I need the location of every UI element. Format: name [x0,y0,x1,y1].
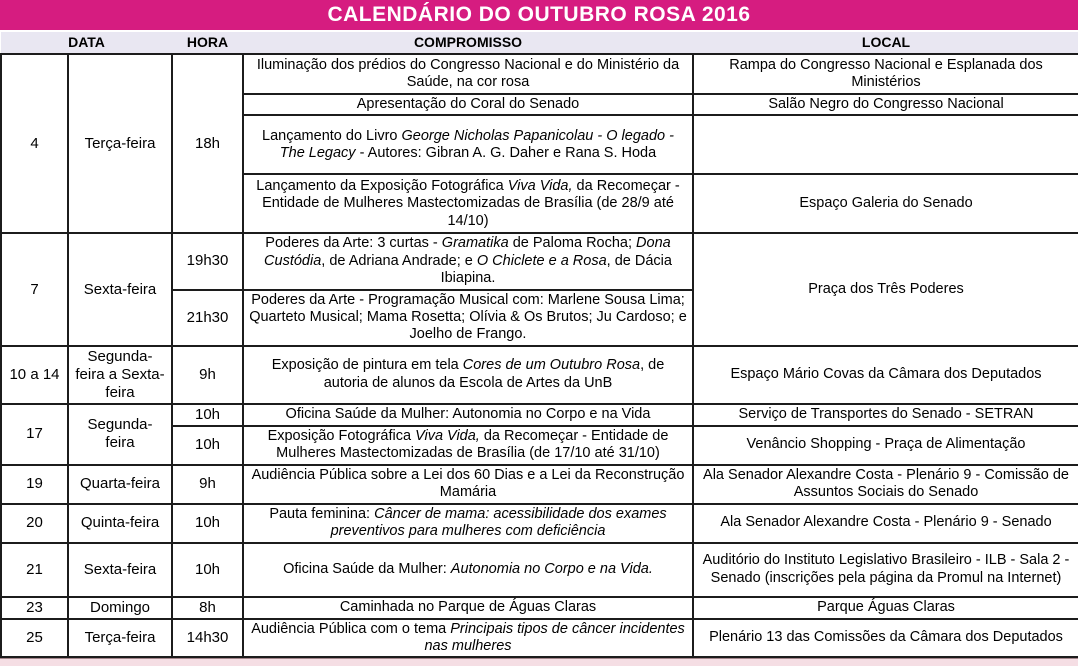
table-row [1,543,1078,597]
event-cell: Exposição de pintura em tela Cores de um Outubro Rosa, de autoria de alunos da Escola de Artes da UnB [243,346,693,404]
location-cell: Praça dos Três Poderes [693,233,1078,345]
event-cell: Pauta feminina: Câncer de mama: acessibilidade dos exames preventivos para mulheres com deficiência [243,504,693,543]
event-cell: Oficina Saúde da Mulher: Autonomia no Corpo e na Vida [243,404,693,426]
header-row [1,32,1078,54]
date-cell: 17 [1,404,68,465]
location-cell: Salão Negro do Congresso Nacional [693,94,1078,115]
date-cell: 7 [1,233,68,345]
location-cell: Rampa do Congresso Nacional e Esplanada dos Ministérios [693,54,1078,94]
time-cell: 10h [172,404,243,426]
time-cell: 8h [172,597,243,619]
event-cell: Apresentação do Coral do Senado [243,94,693,115]
date-cell: 4 [1,54,68,233]
table-row [1,619,1078,658]
location-cell: Serviço de Transportes do Senado - SETRAN [693,404,1078,426]
weekday-cell: Quinta-feira [68,504,172,543]
time-cell: 10h [172,543,243,597]
date-cell: 23 [1,597,68,619]
time-cell: 18h [172,54,243,233]
table-header [1,32,1078,54]
weekday-cell: Domingo [68,597,172,619]
column-header-local: LOCAL [693,32,1078,54]
event-cell: Lançamento do Livro George Nicholas Papanicolau - O legado - The Legacy - Autores: Gibran A. G. Daher e Rana S. Hoda [243,115,693,174]
date-cell: 25 [1,619,68,658]
event-cell: Iluminação dos prédios do Congresso Nacional e do Ministério da Saúde, na cor rosa [243,54,693,94]
title-bar [0,0,1078,30]
location-cell [693,115,1078,174]
table-row [1,346,1078,404]
event-cell: Oficina Saúde da Mulher: Autonomia no Corpo e na Vida. [243,543,693,597]
event-cell: Caminhada no Parque de Águas Claras [243,597,693,619]
event-cell: Poderes da Arte - Programação Musical com: Marlene Sousa Lima; Quarteto Musical; Mama Rosetta; Olívia & Os Brutos; Ju Cardoso; e Joelho de Frango. [243,290,693,346]
date-cell: 10 a 14 [1,346,68,404]
weekday-cell: Sexta-feira [68,543,172,597]
time-cell: 14h30 [172,619,243,658]
date-cell: 20 [1,504,68,543]
table-row [1,404,1078,426]
table-row [1,465,1078,504]
column-header-data: DATA [1,32,172,54]
weekday-cell: Segunda-feira [68,404,172,465]
table-row [1,54,1078,94]
calendar-table [0,32,1078,658]
weekday-cell: Terça-feira [68,54,172,233]
table-row [1,233,1078,289]
location-cell: Espaço Mário Covas da Câmara dos Deputados [693,346,1078,404]
time-cell: 9h [172,346,243,404]
location-cell: Venâncio Shopping - Praça de Alimentação [693,426,1078,465]
location-cell: Auditório do Instituto Legislativo Brasileiro - ILB - Sala 2 - Senado (inscrições pela página da Promul na Internet) [693,543,1078,597]
location-cell: Plenário 13 das Comissões da Câmara dos Deputados [693,619,1078,658]
event-cell: Audiência Pública com o tema Principais tipos de câncer incidentes nas mulheres [243,619,693,658]
event-cell: Audiência Pública sobre a Lei dos 60 Dias e a Lei da Reconstrução Mamária [243,465,693,504]
location-cell: Espaço Galeria do Senado [693,174,1078,233]
time-cell: 21h30 [172,290,243,346]
location-cell: Ala Senador Alexandre Costa - Plenário 9 - Senado [693,504,1078,543]
weekday-cell: Quarta-feira [68,465,172,504]
date-cell: 21 [1,543,68,597]
weekday-cell: Terça-feira [68,619,172,658]
event-cell: Lançamento da Exposição Fotográfica Viva Vida, da Recomeçar - Entidade de Mulheres Mastectomizadas de Brasília (de 28/9 até 14/10) [243,174,693,233]
column-header-compromisso: COMPROMISSO [243,32,693,54]
column-header-hora: HORA [172,32,243,54]
table-row [1,597,1078,619]
time-cell: 19h30 [172,233,243,289]
time-cell: 10h [172,504,243,543]
date-cell: 19 [1,465,68,504]
location-cell: Parque Águas Claras [693,597,1078,619]
page-title: CALENDÁRIO DO OUTUBRO ROSA 2016 [327,3,751,26]
weekday-cell: Segunda-feira a Sexta-feira [68,346,172,404]
table-row [1,504,1078,543]
weekday-cell: Sexta-feira [68,233,172,345]
event-cell: Poderes da Arte: 3 curtas - Gramatika de Paloma Rocha; Dona Custódia, de Adriana Andrade; e O Chiclete e a Rosa, de Dácia Ibiapina. [243,233,693,289]
bottom-strip [0,658,1078,666]
time-cell: 10h [172,426,243,465]
event-cell: Exposição Fotográfica Viva Vida, da Recomeçar - Entidade de Mulheres Mastectomizadas de Brasília (de 17/10 até 31/10) [243,426,693,465]
time-cell: 9h [172,465,243,504]
location-cell: Ala Senador Alexandre Costa - Plenário 9 - Comissão de Assuntos Sociais do Senado [693,465,1078,504]
